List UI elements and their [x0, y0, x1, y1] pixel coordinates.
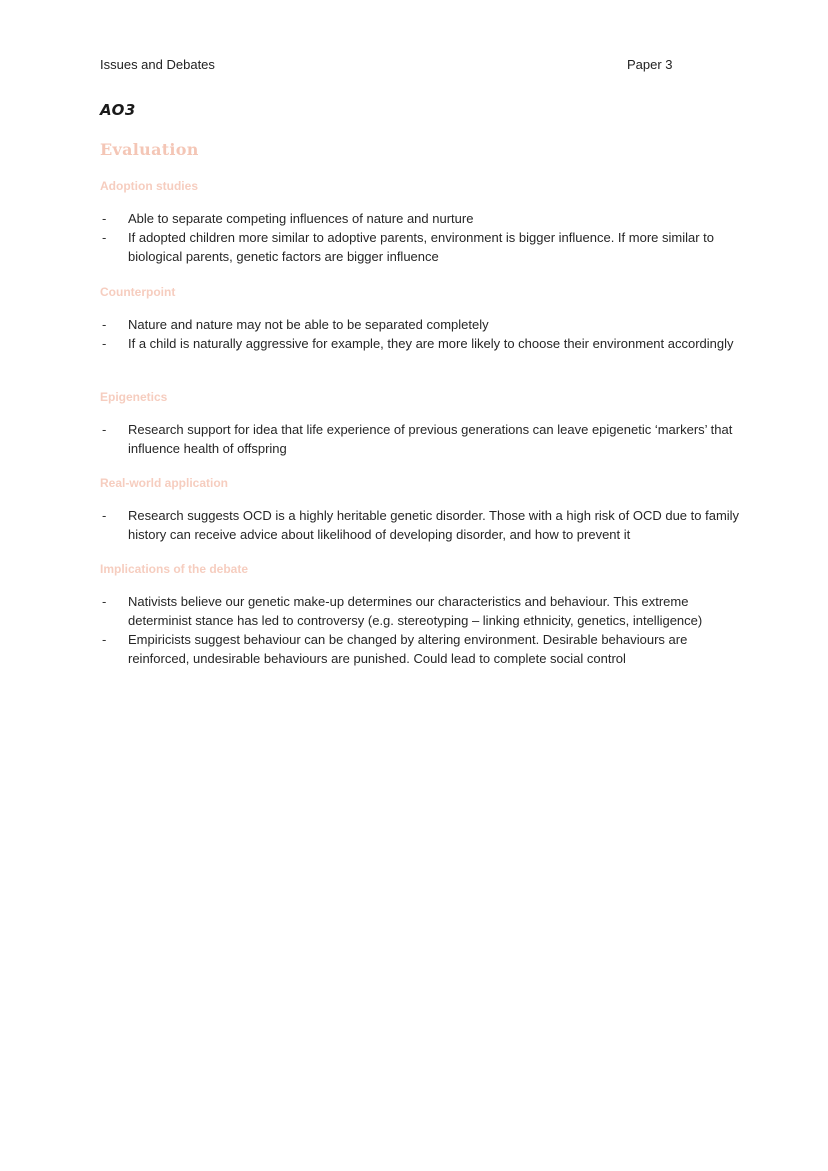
- list-item: [100, 315, 740, 334]
- bullet-list: [100, 315, 740, 353]
- dash-bullet: -: [102, 211, 107, 226]
- section-counterpoint: [100, 283, 740, 353]
- evaluation-heading: Evaluation: [100, 140, 199, 159]
- dash-bullet: -: [102, 317, 107, 332]
- section-title: Counterpoint: [100, 285, 176, 299]
- list-item: [100, 228, 740, 266]
- header-paper: Paper 3: [627, 57, 673, 72]
- list-item: [100, 630, 740, 668]
- header-subject: Issues and Debates: [100, 57, 215, 72]
- bullet-text: Empiricists suggest behaviour can be changed by altering environment. Desirable behaviours are reinforced, undesirable behaviours are punished. Could lead to complete social control: [128, 632, 688, 666]
- section-implications: [100, 560, 740, 668]
- dash-bullet: -: [102, 594, 107, 609]
- bullet-list: [100, 209, 740, 266]
- dash-bullet: -: [102, 508, 107, 523]
- section-adoption-studies: [100, 177, 740, 266]
- bullet-text: Research suggests OCD is a highly heritable genetic disorder. Those with a high risk of OCD due to family history can receive advice about likelihood of developing disorder, and how to prevent it: [128, 508, 740, 542]
- section-title: Implications of the debate: [100, 562, 249, 576]
- section-real-world-application: [100, 474, 740, 544]
- list-item: [100, 209, 740, 228]
- section-title: Epigenetics: [100, 390, 168, 404]
- section-title: Real-world application: [100, 476, 229, 490]
- dash-bullet: -: [102, 230, 107, 245]
- bullet-list: [100, 506, 740, 544]
- bullet-text: If adopted children more similar to adoptive parents, environment is bigger influence. If more similar to biological parents, genetic factors are bigger influence: [128, 230, 715, 264]
- section-title: Adoption studies: [100, 179, 198, 193]
- dash-bullet: -: [102, 336, 107, 351]
- bullet-list: [100, 592, 740, 668]
- bullet-text: Able to separate competing influences of nature and nurture: [128, 211, 474, 226]
- assessment-objective-label: AO3: [100, 101, 136, 119]
- section-epigenetics: [100, 388, 740, 458]
- bullet-text: Nature and nature may not be able to be separated completely: [128, 317, 489, 332]
- list-item: [100, 592, 740, 630]
- bullet-text: Research support for idea that life experience of previous generations can leave epigenetic ‘markers’ that influence health of offspring: [128, 422, 733, 456]
- bullet-list: [100, 420, 740, 458]
- list-item: [100, 334, 740, 353]
- bullet-text: If a child is naturally aggressive for example, they are more likely to choose their environment accordingly: [128, 336, 734, 351]
- list-item: [100, 420, 740, 458]
- list-item: [100, 506, 740, 544]
- bullet-text: Nativists believe our genetic make-up determines our characteristics and behaviour. This extreme determinist stance has led to controversy (e.g. stereotyping – linking ethnicity, genetics, intelligence): [128, 594, 703, 628]
- dash-bullet: -: [102, 632, 107, 647]
- dash-bullet: -: [102, 422, 107, 437]
